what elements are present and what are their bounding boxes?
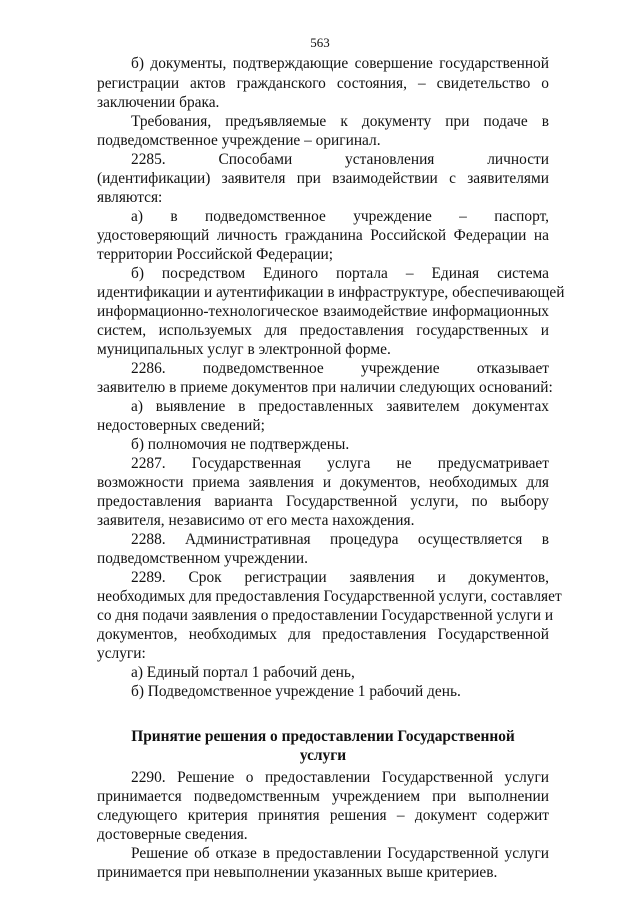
text-line: систем, используемых для предоставления государственных и [97,322,549,339]
text-line: а) Единый портал 1 рабочий день, [131,664,355,681]
text-line: следующего критерия принятия решения – документ содержит [97,807,549,824]
text-line: территории Российской Федерации; [97,246,334,263]
text-line: регистрации актов гражданского состояния, – свидетельство о [97,75,549,92]
text-line: 2289. Срок регистрации заявления и документов, [131,569,549,586]
text-line: услуги: [97,645,146,662]
text-line: 2290. Решение о предоставлении Государственной услуги [131,769,549,786]
text-line: а) выявление в предоставленных заявителем документах [131,398,549,415]
text-line: б) посредством Единого портала – Единая система [131,265,549,282]
page-number: 563 [310,35,330,50]
text-line: со дня подачи заявления о предоставлении Государственной услуги и [97,607,554,624]
text-line: заключении брака. [97,94,220,111]
text-line: 2285. Способами установления личности [131,151,549,168]
text-line: 2286. подведомственное учреждение отказывает [131,360,549,377]
text-line: принимается подведомственным учреждением при выполнении [97,788,549,805]
text-line: б) полномочия не подтверждены. [131,436,350,453]
text-line: принимается при невыполнении указанных выше критериев. [97,864,498,881]
text-line: возможности приема заявления и документов, необходимых для [97,474,549,491]
text-line: необходимых для предоставления Государственной услуги, составляет [97,588,562,605]
text-line: а) в подведомственное учреждение – паспорт, [131,208,549,225]
section-heading-line2: услуги [299,747,347,764]
text-line: идентификации и аутентификации в инфраструктуре, обеспечивающей [97,284,565,301]
text-line: 2287. Государственная услуга не предусматривает [131,455,549,472]
text-line: подведомственное учреждение – оригинал. [97,132,381,149]
text-line: информационно-технологическое взаимодействие информационных [97,303,549,320]
text-line: 2288. Административная процедура осуществляется в [131,531,549,548]
text-line: являются: [97,189,163,206]
text-line: б) Подведомственное учреждение 1 рабочий день. [131,683,461,700]
text-line: удостоверяющий личность гражданина Российской Федерации на [97,227,549,244]
text-line: подведомственном учреждении. [97,550,308,567]
section-heading-line1: Принятие решения о предоставлении Государственной [131,728,515,745]
text-line: заявителю в приеме документов при наличии следующих оснований: [97,379,553,396]
text-line: б) документы, подтверждающие совершение государственной [131,55,549,72]
text-line: достоверные сведения. [97,826,248,843]
text-line: (идентификации) заявителя при взаимодействии с заявителями [97,170,549,187]
text-line: заявителя, независимо от его места нахождения. [97,512,415,529]
text-line: предоставления варианта Государственной услуги, по выбору [97,493,549,510]
text-line: муниципальных услуг в электронной форме. [97,341,391,358]
text-line: недостоверных сведений; [97,417,265,434]
text-line: Решение об отказе в предоставлении Государственной услуги [131,845,549,862]
text-line: Требования, предъявляемые к документу при подаче в [131,113,549,130]
text-line: документов, необходимых для предоставления Государственной [97,626,549,643]
